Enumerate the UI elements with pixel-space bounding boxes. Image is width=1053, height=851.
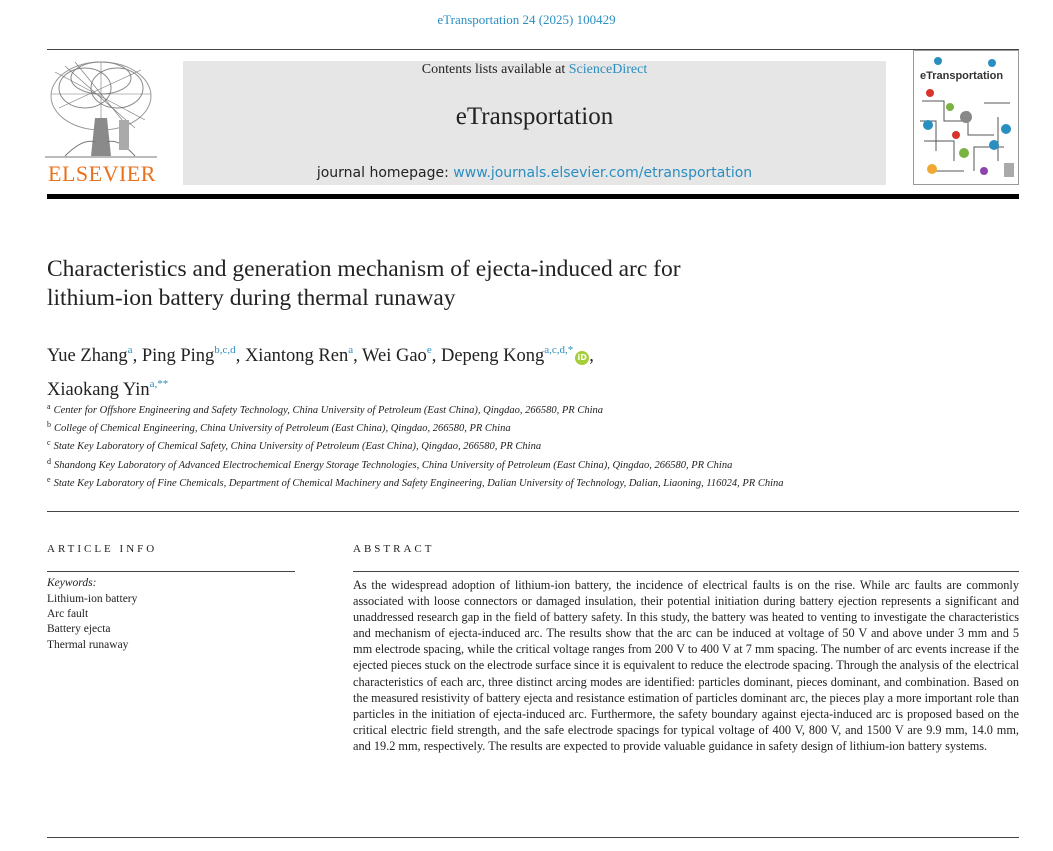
journal-cover-thumbnail[interactable] xyxy=(913,50,1019,185)
abstract-heading: ABSTRACT xyxy=(353,543,435,555)
title-line-2: lithium-ion battery during thermal runaway xyxy=(47,285,456,311)
header-thick-rule xyxy=(47,194,1019,199)
contents-prefix: Contents lists available at xyxy=(421,62,566,77)
homepage-prefix: journal homepage: xyxy=(316,165,449,181)
footer-rule xyxy=(47,837,1019,838)
affiliation-item: $^b$ College of Chemical Engineering, China University of Petroleum (East China), Qingdao, 266580, PR China xyxy=(47,420,511,435)
journal-homepage-link[interactable]: www.journals.elsevier.com/etransportation xyxy=(453,165,753,181)
affiliation-item: $^e$ State Key Laboratory of Fine Chemicals, Department of Chemical Machinery and Safety Engineering, Dalian University of Technology, Dalian, Liaoning, 116024, PR China xyxy=(47,474,784,489)
author[interactable]: Depeng Kong$^{a,c,d,*}$ xyxy=(440,344,574,366)
article-info-heading: ARTICLE INFO xyxy=(47,543,158,555)
affiliation-marker[interactable]: e xyxy=(426,344,432,356)
affiliation-marker[interactable]: a,** xyxy=(149,378,169,390)
journal-name: eTransportation xyxy=(455,103,614,130)
keyword-list xyxy=(47,592,137,653)
keyword-item: Thermal runaway xyxy=(47,638,129,651)
affiliation-marker[interactable]: a xyxy=(348,344,354,356)
affiliation-marker[interactable]: a xyxy=(127,344,133,356)
contents-line xyxy=(183,62,886,78)
sciencedirect-link[interactable]: ScienceDirect xyxy=(568,62,648,77)
affiliation-marker[interactable]: a,c,d,* xyxy=(544,344,574,356)
affiliations-bottom-rule xyxy=(47,511,1019,512)
keyword-item: Lithium-ion battery xyxy=(47,593,138,605)
cover-title: eTransportation xyxy=(920,70,1004,82)
header-top-rule xyxy=(47,49,1019,50)
title-line-1: Characteristics and generation mechanism of ejecta-induced arc for xyxy=(47,256,681,282)
affiliation-item: $^c$ State Key Laboratory of Chemical Safety, China University of Petroleum (East China), Qingdao, 266580, PR China xyxy=(47,438,542,453)
author[interactable]: Yue Zhang$^a$ xyxy=(47,344,133,366)
article-title xyxy=(47,255,847,313)
journal-citation[interactable]: eTransportation 24 (2025) 100429 xyxy=(437,12,616,27)
orcid-icon[interactable]: iD xyxy=(575,351,589,365)
abstract-rule xyxy=(353,571,1019,572)
keywords-label: Keywords: xyxy=(47,577,97,589)
affiliation-marker[interactable]: b,c,d xyxy=(214,344,236,356)
affiliations xyxy=(47,400,917,491)
affiliation-item: $^d$ Shandong Key Laboratory of Advanced Electrochemical Energy Storage Technologies, China University of Petroleum (East China), Qingdao, 266580, PR China xyxy=(47,456,733,471)
author[interactable]: Xiantong Ren$^a$ xyxy=(244,344,354,366)
affiliation-item: $^a$ Center for Offshore Engineering and Safety Technology, China University of Petroleum (East China), Qingdao, 266580, PR China xyxy=(47,402,604,416)
abstract-text: As the widespread adoption of lithium-ion battery, the incidence of electrical faults is on the rise. While arc faults are commonly associated with loose connectors or damaged insulation, their potential initiation during battery ejection represents a significant and unaddressed research gap in the field of battery safety. In this study, the battery was heated to venting to investigate the characteristics and mechanism of ejecta-induced arc. The results show that the arc can be induced at voltage of 50 V and above under 3 mm and 5 mm electrode spacing, while the critical voltage ranges from 200 V to 400 V at 7 mm spacing. The number of arc events increase if the ejected pieces stuck on the electrode surface since it is equivalent to reduce the electrode spacing. Through the analysis of the electrical characteristics of each arc, three distinct arcing modes are identified: particles dominant, pieces dominant, and combination. Based on the measured resistivity of battery ejecta and resistance estimation of particles dominant arc, the pieces play a more important role than particles in the initiation of ejecta-induced arc. Furthermore, the safety boundary against ejecta-induced arc is proposed based on the critical electric field strength, and the safe electrode spacings for typical voltage of 400 V, 800 V, and 1500 V are 9.9 mm, 14.0 mm, and 19.2 mm, respectively. The results are expected to provide valuable guidance in safety design of lithium-ion battery systems. xyxy=(353,578,1019,753)
author[interactable]: Wei Gao$^e$ xyxy=(362,344,432,366)
keyword-item: Arc fault xyxy=(47,608,89,621)
author[interactable]: Ping Ping$^{b,c,d}$ xyxy=(141,344,236,366)
author[interactable]: Xiaokang Yin$^{a,**}$ xyxy=(47,378,169,400)
keyword-item: Battery ejecta xyxy=(47,623,111,636)
elsevier-wordmark[interactable]: ELSEVIER xyxy=(48,161,156,186)
article-info-rule xyxy=(47,571,295,572)
author-list: Yue Zhang$^a$, Ping Ping$^{b,c,d}$, Xiantong Ren$^a$, Wei Gao$^e$, Depeng Kong$^{a,c,d,*}$iD , Xiaokang Yin$^{a,**}$ xyxy=(47,344,594,400)
homepage-line xyxy=(183,165,886,181)
